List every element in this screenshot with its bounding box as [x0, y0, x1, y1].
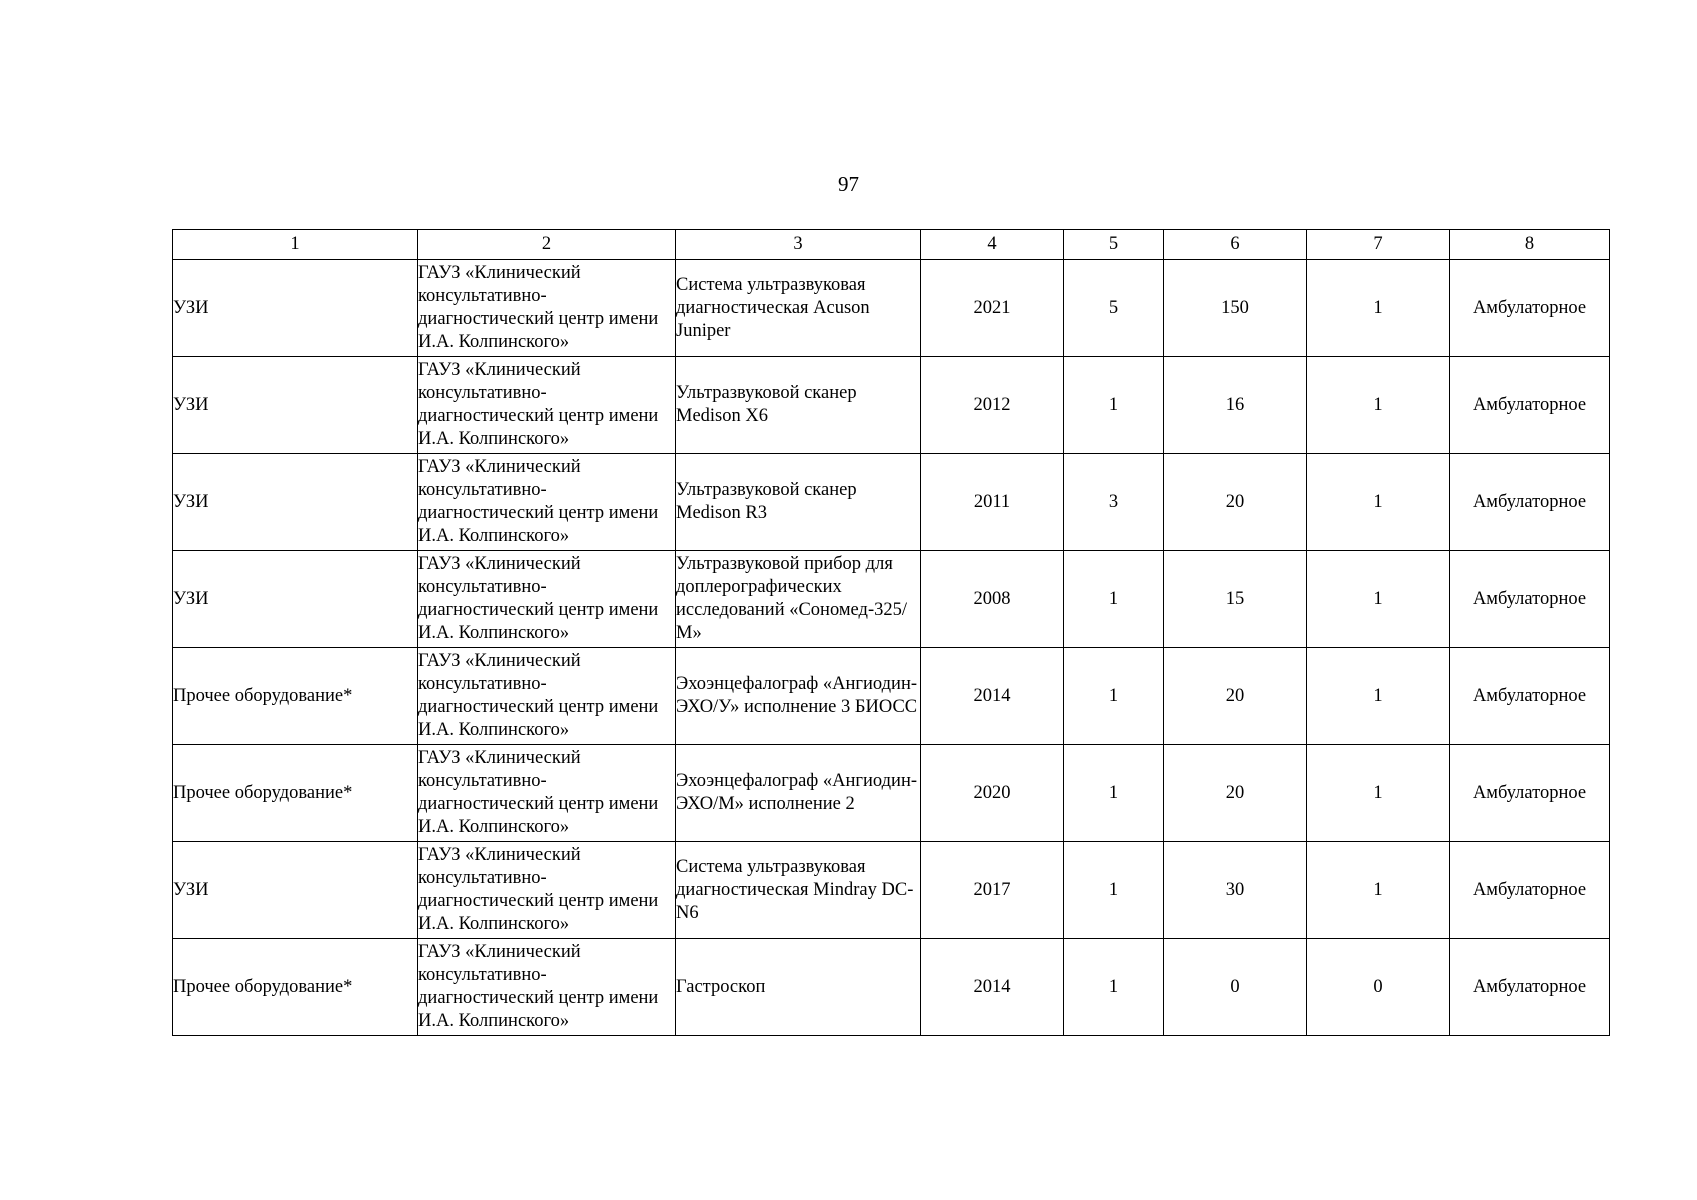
equipment-type-cell: УЗИ: [173, 551, 418, 648]
equipment-type-cell: Прочее оборудование*: [173, 648, 418, 745]
table-row: [173, 551, 1610, 648]
equipment-type-cell: УЗИ: [173, 842, 418, 939]
device-name-cell: Гастроскоп: [676, 939, 921, 1036]
column-5-cell: 1: [1064, 357, 1164, 454]
column-5-cell: 1: [1064, 551, 1164, 648]
column-header: 1: [173, 230, 418, 260]
care-mode-cell: Амбулаторное: [1450, 454, 1610, 551]
column-header: 4: [921, 230, 1064, 260]
care-mode-cell: Амбулаторное: [1450, 842, 1610, 939]
column-5-cell: 1: [1064, 648, 1164, 745]
column-6-cell: 20: [1164, 745, 1307, 842]
year-cell: 2012: [921, 357, 1064, 454]
equipment-type-cell: УЗИ: [173, 260, 418, 357]
column-5-cell: 1: [1064, 745, 1164, 842]
column-7-cell: 1: [1307, 842, 1450, 939]
device-name-cell: Система ультразвуковая диагностическая Acuson Juniper: [676, 260, 921, 357]
column-7-cell: 1: [1307, 551, 1450, 648]
header-row: [173, 230, 1610, 260]
column-header: 3: [676, 230, 921, 260]
care-mode-cell: Амбулаторное: [1450, 939, 1610, 1036]
column-6-cell: 20: [1164, 648, 1307, 745]
table-row: [173, 939, 1610, 1036]
column-header: 7: [1307, 230, 1450, 260]
table-row: [173, 745, 1610, 842]
column-7-cell: 0: [1307, 939, 1450, 1036]
device-name-cell: Эхоэнцефалограф «Ангиодин-ЭХО/М» исполнение 2: [676, 745, 921, 842]
device-name-cell: Система ультразвуковая диагностическая Mindray DC-N6: [676, 842, 921, 939]
care-mode-cell: Амбулаторное: [1450, 551, 1610, 648]
organization-cell: ГАУЗ «Клинический консультативно-диагностический центр имени И.А. Колпинского»: [418, 551, 676, 648]
column-5-cell: 1: [1064, 939, 1164, 1036]
column-header: 5: [1064, 230, 1164, 260]
column-6-cell: 150: [1164, 260, 1307, 357]
organization-cell: ГАУЗ «Клинический консультативно-диагностический центр имени И.А. Колпинского»: [418, 260, 676, 357]
column-header: 6: [1164, 230, 1307, 260]
device-name-cell: Эхоэнцефалограф «Ангиодин-ЭХО/У» исполнение 3 БИОСС: [676, 648, 921, 745]
equipment-type-cell: Прочее оборудование*: [173, 939, 418, 1036]
column-5-cell: 5: [1064, 260, 1164, 357]
column-5-cell: 1: [1064, 842, 1164, 939]
organization-cell: ГАУЗ «Клинический консультативно-диагностический центр имени И.А. Колпинского»: [418, 842, 676, 939]
column-5-cell: 3: [1064, 454, 1164, 551]
device-name-cell: Ультразвуковой прибор для доплерографических исследований «Сономед-325/М»: [676, 551, 921, 648]
equipment-type-cell: Прочее оборудование*: [173, 745, 418, 842]
column-6-cell: 16: [1164, 357, 1307, 454]
column-7-cell: 1: [1307, 745, 1450, 842]
table-row: [173, 357, 1610, 454]
year-cell: 2014: [921, 648, 1064, 745]
equipment-type-cell: УЗИ: [173, 357, 418, 454]
column-7-cell: 1: [1307, 260, 1450, 357]
year-cell: 2011: [921, 454, 1064, 551]
year-cell: 2008: [921, 551, 1064, 648]
organization-cell: ГАУЗ «Клинический консультативно-диагностический центр имени И.А. Колпинского»: [418, 648, 676, 745]
table-row: [173, 260, 1610, 357]
page-number: 97: [838, 172, 859, 196]
column-6-cell: 20: [1164, 454, 1307, 551]
care-mode-cell: Амбулаторное: [1450, 745, 1610, 842]
table-row: [173, 454, 1610, 551]
year-cell: 2017: [921, 842, 1064, 939]
column-7-cell: 1: [1307, 357, 1450, 454]
equipment-type-cell: УЗИ: [173, 454, 418, 551]
care-mode-cell: Амбулаторное: [1450, 260, 1610, 357]
equipment-table: [172, 229, 1610, 1036]
column-header: 2: [418, 230, 676, 260]
column-6-cell: 15: [1164, 551, 1307, 648]
organization-cell: ГАУЗ «Клинический консультативно-диагностический центр имени И.А. Колпинского»: [418, 745, 676, 842]
device-name-cell: Ультразвуковой сканер Medison X6: [676, 357, 921, 454]
year-cell: 2014: [921, 939, 1064, 1036]
year-cell: 2020: [921, 745, 1064, 842]
table-row: [173, 648, 1610, 745]
device-name-cell: Ультразвуковой сканер Medison R3: [676, 454, 921, 551]
care-mode-cell: Амбулаторное: [1450, 357, 1610, 454]
table-row: [173, 842, 1610, 939]
column-header: 8: [1450, 230, 1610, 260]
care-mode-cell: Амбулаторное: [1450, 648, 1610, 745]
year-cell: 2021: [921, 260, 1064, 357]
organization-cell: ГАУЗ «Клинический консультативно-диагностический центр имени И.А. Колпинского»: [418, 454, 676, 551]
column-7-cell: 1: [1307, 648, 1450, 745]
column-6-cell: 0: [1164, 939, 1307, 1036]
column-6-cell: 30: [1164, 842, 1307, 939]
column-7-cell: 1: [1307, 454, 1450, 551]
organization-cell: ГАУЗ «Клинический консультативно-диагностический центр имени И.А. Колпинского»: [418, 939, 676, 1036]
organization-cell: ГАУЗ «Клинический консультативно-диагностический центр имени И.А. Колпинского»: [418, 357, 676, 454]
